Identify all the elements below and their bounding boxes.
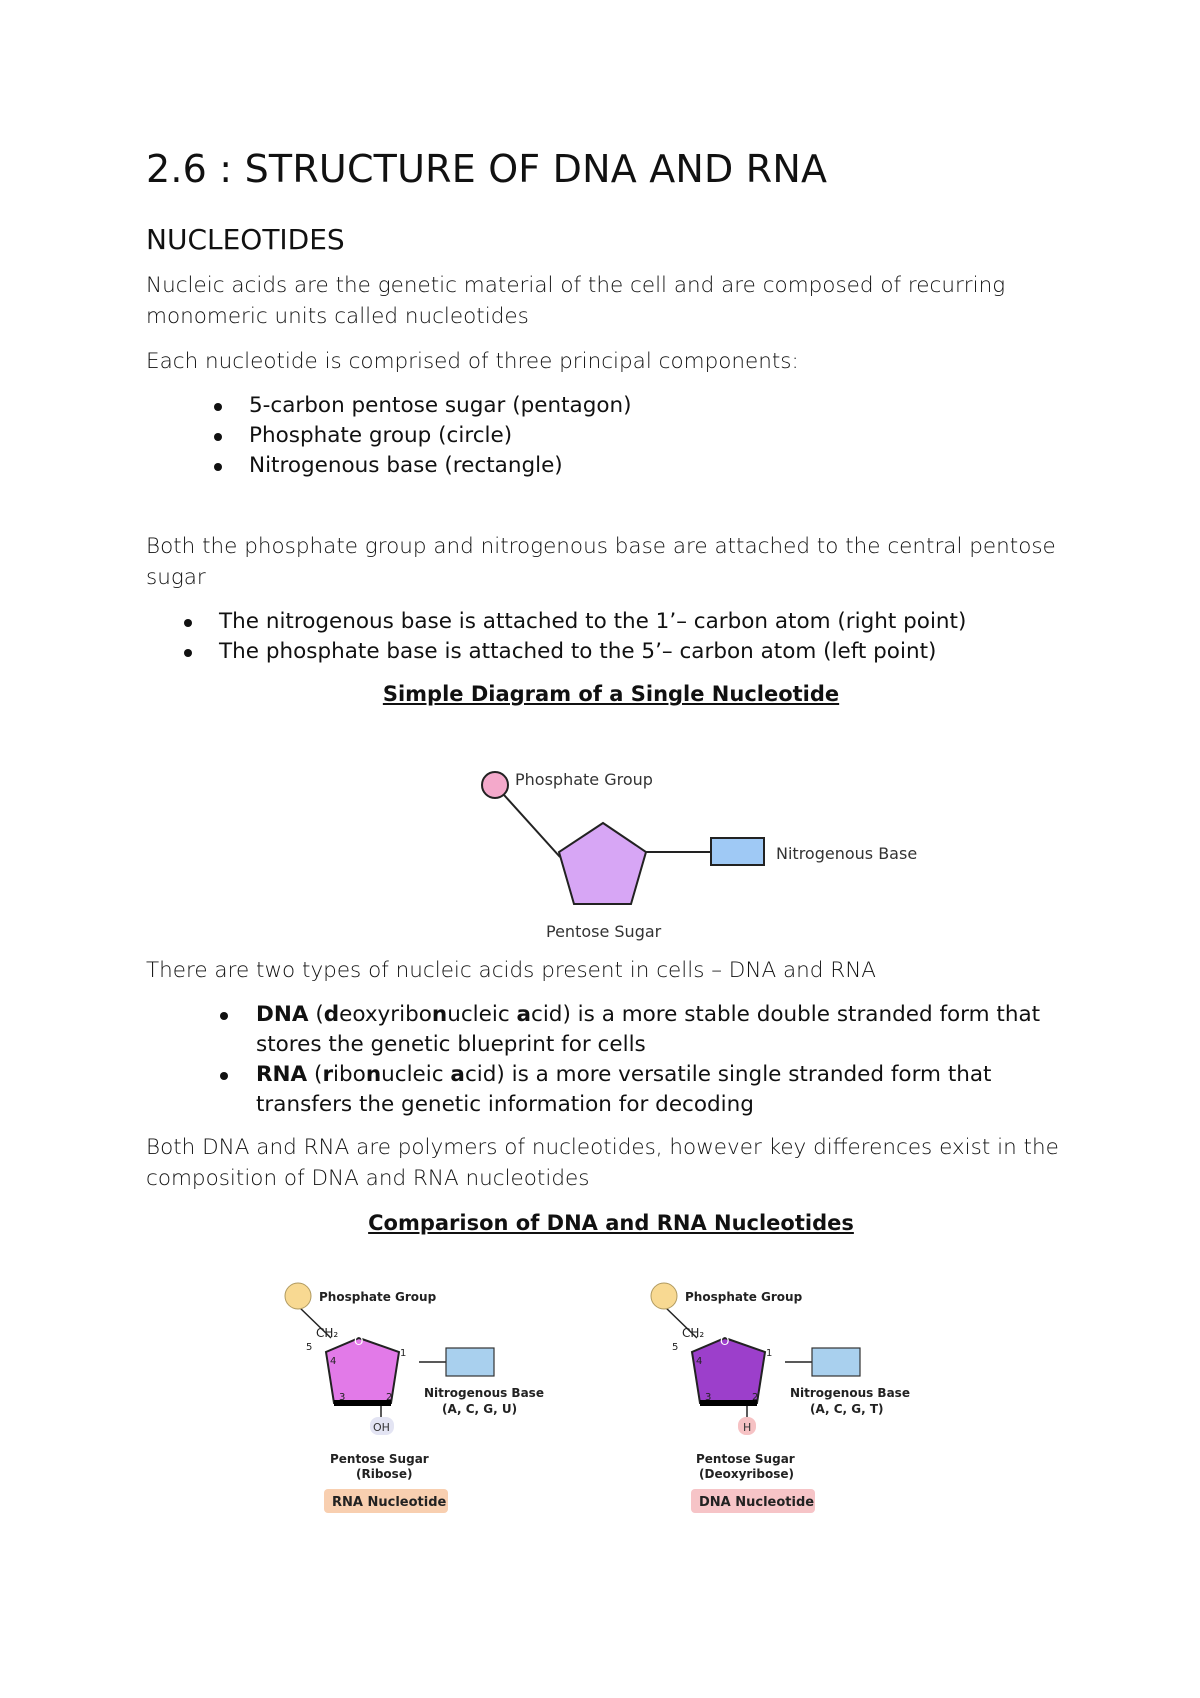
attachment-paragraph: Both the phosphate group and nitrogenous base are attached to the central pentose sugar — [146, 534, 1056, 590]
list-item-dna: DNA (deoxyribonucleic acid) is a more stable double stranded form that stores the genetic blueprint for cells — [146, 1000, 1076, 1060]
svg-text:RNA Nucleotide: RNA Nucleotide — [332, 1495, 447, 1510]
svg-text:3: 3 — [339, 1392, 346, 1403]
list-item: Phosphate group (circle) — [146, 421, 1076, 451]
list-item: The phosphate base is attached to the 5’– carbon atom (left point) — [146, 637, 1076, 667]
rna-nucleotide — [285, 1283, 544, 1513]
svg-text:2: 2 — [386, 1392, 393, 1403]
pentose-sugar-pentagon — [559, 823, 646, 904]
dna-phosphate-circle — [651, 1283, 677, 1309]
svg-text:H: H — [743, 1421, 752, 1434]
nucleic-acid-list — [146, 1000, 1076, 1120]
svg-text:Phosphate Group: Phosphate Group — [319, 1290, 437, 1304]
list-item: The nitrogenous base is attached to the 1’– carbon atom (right point) — [146, 607, 1076, 637]
svg-text:4: 4 — [330, 1356, 337, 1367]
phosphate-circle — [482, 772, 508, 798]
document-body — [146, 140, 1076, 1542]
svg-text:CH₂: CH₂ — [682, 1326, 705, 1340]
svg-text:Pentose Sugar: Pentose Sugar — [696, 1452, 795, 1466]
svg-text:Nitrogenous Base: Nitrogenous Base — [790, 1386, 910, 1400]
components-intro: Each nucleotide is comprised of three principal components: — [146, 349, 799, 374]
diagram1-caption: Simple Diagram of a Single Nucleotide — [382, 682, 840, 706]
svg-text:5: 5 — [672, 1342, 679, 1353]
svg-text:1: 1 — [400, 1348, 407, 1359]
svg-text:O: O — [720, 1334, 730, 1348]
nitrogenous-base-rect — [711, 838, 764, 865]
attachments-list — [146, 607, 1076, 667]
svg-text:(Deoxyribose): (Deoxyribose) — [699, 1467, 795, 1481]
section-heading: NUCLEOTIDES — [146, 223, 345, 256]
svg-text:(A, C, G, T): (A, C, G, T) — [810, 1402, 884, 1416]
svg-text:Nitrogenous Base: Nitrogenous Base — [424, 1386, 544, 1400]
sugar-label: Pentose Sugar — [546, 922, 662, 941]
intro-paragraph: Nucleic acids are the genetic material of the cell and are composed of recurring monomeric units called nucleotides — [146, 273, 1006, 329]
phosphate-bond — [495, 785, 560, 857]
svg-text:Phosphate Group: Phosphate Group — [685, 1290, 803, 1304]
list-item-rna: RNA (ribonucleic acid) is a more versatile single stranded form that transfers the genetic information for decoding — [146, 1060, 1076, 1120]
svg-text:O: O — [354, 1334, 364, 1348]
rna-phosphate-circle — [285, 1283, 311, 1309]
svg-text:DNA Nucleotide: DNA Nucleotide — [699, 1495, 815, 1510]
svg-text:3: 3 — [705, 1392, 712, 1403]
svg-text:OH: OH — [373, 1421, 390, 1434]
diagram2-caption: Comparison of DNA and RNA Nucleotides — [368, 1211, 854, 1235]
svg-text:CH₂: CH₂ — [316, 1326, 339, 1340]
single-nucleotide-diagram — [146, 709, 1076, 949]
dna-nucleotide — [651, 1283, 910, 1513]
svg-text:(Ribose): (Ribose) — [356, 1467, 413, 1481]
list-item: Nitrogenous base (rectangle) — [146, 451, 1076, 481]
dna-base-rect — [812, 1348, 860, 1376]
comparison-paragraph: Both DNA and RNA are polymers of nucleotides, however key differences exist in the composition of DNA and RNA nucleotides — [146, 1135, 1059, 1191]
svg-text:Pentose Sugar: Pentose Sugar — [330, 1452, 429, 1466]
svg-text:4: 4 — [696, 1356, 703, 1367]
rna-base-rect — [446, 1348, 494, 1376]
components-list — [146, 391, 1076, 481]
comparison-diagram — [146, 1242, 1076, 1542]
list-item: 5-carbon pentose sugar (pentagon) — [146, 391, 1076, 421]
svg-text:5: 5 — [306, 1342, 313, 1353]
svg-text:2: 2 — [752, 1392, 759, 1403]
phosphate-label: Phosphate Group — [515, 770, 653, 789]
base-label: Nitrogenous Base — [776, 844, 918, 863]
nucleic-acid-types: There are two types of nucleic acids present in cells – DNA and RNA — [146, 958, 877, 983]
svg-text:(A, C, G, U): (A, C, G, U) — [442, 1402, 518, 1416]
svg-text:1: 1 — [766, 1348, 773, 1359]
page-title: 2.6 : STRUCTURE OF DNA AND RNA — [146, 147, 828, 191]
